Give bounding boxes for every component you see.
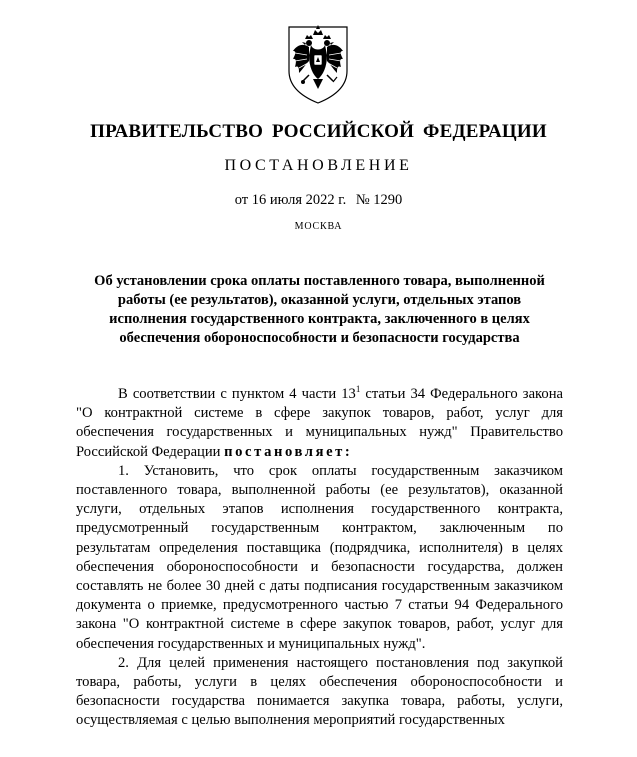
document-heading: Об установлении срока оплаты поставленного товара, выполненной работы (ее результатов), оказанной услуги, отдельных этапов исполнения государственного контракта, заключенного в целях обеспечения обороноспособности и безопасности государства <box>94 273 545 346</box>
document-type: ПОСТАНОВЛЕНИЕ <box>224 157 413 174</box>
preamble-text-part2: статьи 34 Федерального закона "О контрактной системе в сфере закупок товаров, работ, услуг для обеспечения государственных и муниципальных нужд" Правительство Российской Федерации <box>76 386 563 460</box>
document-number: № 1290 <box>355 192 403 208</box>
city-name: МОСКВА <box>294 221 343 232</box>
document-date: от 16 июля 2022 г. <box>234 192 347 208</box>
state-emblem-icon <box>283 21 353 105</box>
paragraph-2: 2. Для целей применения настоящего постановления под закупкой товара, работы, услуги в целях обеспечения обороноспособности и безопасности государства понимается закупка товара, работы, услуги, осуществляемая с целью выполнения мероприятий государственных <box>76 654 563 729</box>
preamble-superscript: 1 <box>355 384 361 394</box>
government-name: ПРАВИТЕЛЬСТВО РОССИЙСКОЙ ФЕДЕРАЦИИ <box>90 121 547 142</box>
decree-word: постановляет: <box>224 443 353 460</box>
preamble-text-part1: В соответствии с пунктом 4 части 13 <box>118 386 356 402</box>
date-line <box>0 192 637 209</box>
paragraph-1: 1. Установить, что срок оплаты государственным заказчиком поставленного товара, выполненной работы (ее результатов), оказанной услуги, отдельных этапов исполнения государственного контракта, предусмотренный государственным контрактом, заключенным по результатам определения поставщика (подрядчика, исполнителя) в целях обеспечения обороноспособности и безопасности государства, должен составлять не более 30 дней с даты подписания государственным заказчиком документа о приемке, предусмотренного частью 7 статьи 94 Федерального закона "О контрактной системе в сфере закупок товаров, работ, услуг для обеспечения государственных и муниципальных нужд". <box>76 462 563 652</box>
document-body <box>76 385 563 731</box>
preamble-paragraph <box>76 385 563 462</box>
